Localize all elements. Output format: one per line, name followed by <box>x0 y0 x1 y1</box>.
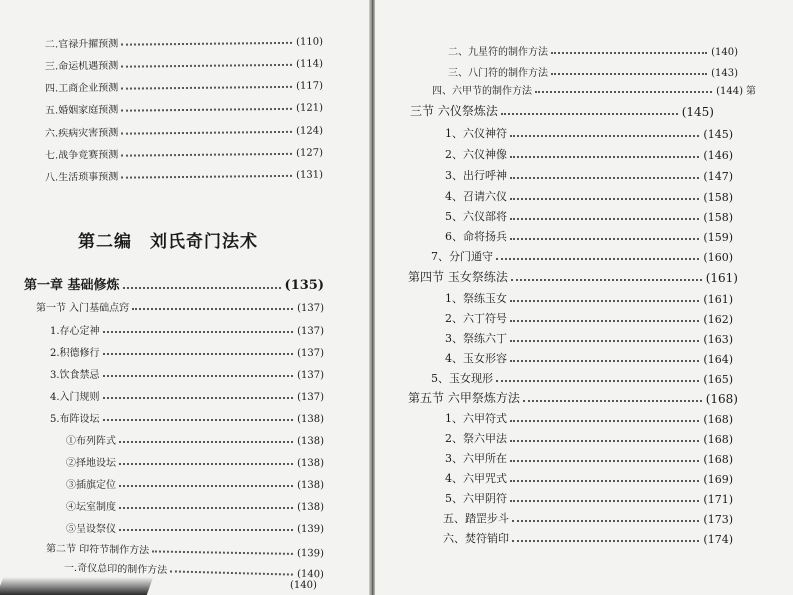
toc-entry-label: 4、六甲咒式 <box>445 472 507 485</box>
toc-entry-label: 1.存心定神 <box>50 326 100 337</box>
book-spine <box>369 0 375 595</box>
leader-dots <box>512 540 699 542</box>
page-shadow <box>0 577 153 595</box>
toc-entry-page: (131) <box>296 169 324 181</box>
toc-entry[interactable] <box>431 370 733 386</box>
leader-dots <box>121 153 292 157</box>
toc-entry-label: 4、召请六仪 <box>445 190 507 203</box>
toc-entry-page: (164) <box>703 353 733 366</box>
toc-entry-label: 四.工商企业预测 <box>44 82 119 95</box>
toc-entry-label: 三、八门符的制作方法 <box>448 68 548 79</box>
toc-entry-page: (124) <box>296 125 324 137</box>
toc-entry-page: (110) <box>296 36 324 48</box>
toc-entry-page: (138) <box>297 436 324 447</box>
section-entry[interactable] <box>408 268 738 285</box>
leader-dots <box>510 500 699 502</box>
leader-dots <box>523 400 702 402</box>
toc-entry[interactable] <box>445 330 733 346</box>
chapter-entry[interactable] <box>24 274 324 293</box>
leader-dots <box>511 279 702 281</box>
toc-entry-page: (138) <box>297 414 324 425</box>
section-page: (137) <box>297 303 324 314</box>
leader-dots <box>119 485 293 487</box>
leader-dots <box>510 198 699 200</box>
toc-entry-page: (168) <box>703 433 733 446</box>
toc-entry-page: (137) <box>297 370 324 381</box>
toc-entry-label: 3、六甲所在 <box>445 452 507 465</box>
toc-entry-page: (138) <box>297 502 324 513</box>
toc-entry-label: 5、玉女现形 <box>431 372 493 385</box>
toc-entry-page: (140) <box>711 47 738 58</box>
toc-entry[interactable] <box>448 43 738 58</box>
toc-entry[interactable] <box>445 290 733 306</box>
leader-dots <box>510 460 699 462</box>
toc-entry[interactable] <box>431 248 733 264</box>
toc-entry-label: 2、祭六甲法 <box>445 432 507 445</box>
toc-entry[interactable] <box>432 82 756 97</box>
toc-subentry[interactable] <box>66 498 324 513</box>
left-page <box>0 0 372 595</box>
toc-entry[interactable] <box>445 470 733 486</box>
section-label: 第二节 印符节制作方法 <box>45 543 150 557</box>
toc-entry-label: 5、六甲阴符 <box>445 492 507 505</box>
toc-entry-label: ①布列阵式 <box>66 436 116 447</box>
toc-entry-label: 四、六甲节的制作方法 <box>432 86 532 97</box>
toc-entry-page: (163) <box>703 333 733 346</box>
toc-entry[interactable] <box>50 344 324 359</box>
leader-dots <box>103 397 294 399</box>
toc-entry-page: (138) <box>297 458 324 469</box>
leader-dots <box>170 570 293 575</box>
toc-entry-label: 1、六仪神符 <box>445 127 507 140</box>
section-entry[interactable] <box>36 299 324 314</box>
toc-entry-page: (160) <box>703 251 733 264</box>
toc-entry-label: 7、分门通守 <box>431 250 493 263</box>
leader-dots <box>121 175 292 179</box>
leader-dots <box>510 480 699 482</box>
toc-entry[interactable] <box>45 99 323 117</box>
toc-entry-page: (137) <box>297 392 324 403</box>
toc-entry[interactable] <box>443 510 733 526</box>
toc-entry-page: (140) <box>296 568 325 581</box>
toc-entry-label: 二、九星符的制作方法 <box>448 47 548 58</box>
toc-entry-page: (146) <box>703 149 733 162</box>
toc-entry-page: (145) <box>703 128 733 141</box>
section-label: 第一节 入门基础点窍 <box>36 303 130 314</box>
toc-entry-page: (139) <box>297 524 324 535</box>
leader-dots <box>152 550 293 554</box>
leader-dots <box>510 238 699 240</box>
toc-entry-page: (173) <box>703 513 733 526</box>
toc-entry-page: (117) <box>296 80 324 92</box>
toc-entry[interactable] <box>45 166 323 184</box>
toc-entry-page: (158) <box>703 191 733 204</box>
toc-entry[interactable] <box>445 450 733 466</box>
chapter-page: (135) <box>284 278 324 293</box>
leader-dots <box>551 73 707 75</box>
toc-entry-label: 五.婚姻家庭预测 <box>44 104 119 117</box>
section-label: 三节 六仪祭炼法 <box>410 104 498 118</box>
leader-dots <box>121 42 292 46</box>
toc-entry[interactable] <box>445 310 733 326</box>
toc-entry[interactable] <box>45 55 323 73</box>
toc-subentry[interactable] <box>66 476 324 491</box>
toc-entry-label: 2、六仪神像 <box>445 148 507 161</box>
leader-dots <box>103 375 294 377</box>
leader-dots <box>510 320 699 322</box>
toc-entry-label: 4、玉女形容 <box>445 352 507 365</box>
toc-entry-label: 八.生活琐事预测 <box>44 171 119 184</box>
section-page: (168) <box>705 392 738 406</box>
toc-entry-label: 1、祭练玉女 <box>445 292 507 305</box>
section-entry[interactable] <box>46 540 324 560</box>
toc-entry-page: (114) <box>296 58 324 70</box>
section-label: 第五节 六甲祭炼方法 <box>408 391 520 405</box>
leader-dots <box>119 529 293 531</box>
leader-dots <box>121 64 292 68</box>
toc-entry-page-only <box>290 580 317 591</box>
toc-entry-label: ⑤呈设祭仪 <box>66 524 116 535</box>
leader-dots <box>501 113 678 115</box>
toc-entry-label: 4.入门规则 <box>50 392 100 403</box>
toc-entry-page: (158) <box>703 211 733 224</box>
leader-dots <box>510 300 699 302</box>
toc-entry[interactable] <box>50 366 324 381</box>
toc-entry[interactable] <box>445 125 733 141</box>
leader-dots <box>496 258 699 260</box>
toc-entry[interactable] <box>445 430 733 446</box>
leader-dots <box>103 331 294 333</box>
leader-dots <box>119 463 293 465</box>
toc-entry-page: (162) <box>703 313 733 326</box>
chapter-label: 第一章 基础修炼 <box>24 278 120 293</box>
toc-subentry[interactable] <box>66 454 324 469</box>
toc-entry[interactable] <box>445 228 733 244</box>
toc-entry[interactable] <box>50 322 324 337</box>
toc-entry-label: 3、出行呼神 <box>445 169 507 182</box>
toc-entry-label: ②择地设坛 <box>66 458 116 469</box>
toc-entry[interactable] <box>445 410 733 426</box>
leader-dots <box>119 441 293 443</box>
leader-dots <box>510 156 699 158</box>
leader-dots <box>510 218 699 220</box>
toc-entry-page: (168) <box>703 413 733 426</box>
toc-entry[interactable] <box>45 144 323 162</box>
toc-entry-page: (144) <box>716 86 743 97</box>
leader-dots <box>510 360 699 362</box>
toc-entry-page: (159) <box>703 231 733 244</box>
toc-entry-page: (165) <box>703 373 733 386</box>
toc-entry-label: 5.布阵设坛 <box>50 414 100 425</box>
toc-entry-label: 1、六甲符式 <box>445 412 507 425</box>
toc-entry[interactable] <box>445 188 733 204</box>
leader-dots <box>103 353 294 355</box>
leader-dots <box>119 507 293 509</box>
toc-entry[interactable] <box>445 146 733 162</box>
toc-entry-label: 三.命运机遇预测 <box>44 60 119 73</box>
toc-entry[interactable] <box>50 388 324 403</box>
toc-entry-label: 七.战争竞赛预测 <box>44 149 119 162</box>
toc-entry[interactable] <box>445 350 733 366</box>
toc-entry-label: 六、焚符销印 <box>443 532 509 545</box>
toc-entry-label: 6、命将扬兵 <box>445 230 507 243</box>
leader-dots <box>496 380 699 382</box>
toc-entry-label: 五、踏罡步斗 <box>443 512 509 525</box>
toc-entry-label: 六.疾病灾害预测 <box>44 127 119 140</box>
leader-dots <box>510 420 699 422</box>
leader-dots <box>551 52 707 54</box>
toc-entry-page: (137) <box>297 348 324 359</box>
toc-entry-label: 5、六仪部将 <box>445 210 507 223</box>
leader-dots <box>121 86 292 90</box>
toc-entry-page: (171) <box>703 493 733 506</box>
section-page: (161) <box>705 271 738 285</box>
toc-entry-page: (121) <box>296 102 324 114</box>
right-page <box>376 0 793 595</box>
leader-dots <box>510 135 699 137</box>
toc-entry-label: 2.积德修行 <box>50 348 100 359</box>
toc-entry-page: (147) <box>703 170 733 183</box>
toc-entry-label: 一.奇仪总印的制作方法 <box>63 562 168 577</box>
toc-subentry[interactable] <box>66 520 324 535</box>
section-entry[interactable] <box>410 102 714 119</box>
toc-entry-label: 2、六丁符号 <box>445 312 507 325</box>
section-page: (145) <box>681 105 714 119</box>
leader-dots <box>535 91 712 93</box>
leader-dots <box>123 287 281 289</box>
toc-entry[interactable] <box>45 77 323 95</box>
section-label: 第四节 玉女祭练法 <box>408 270 508 284</box>
toc-entry-page: (174) <box>703 533 733 546</box>
leader-dots <box>132 308 293 310</box>
toc-entry[interactable] <box>445 490 733 506</box>
toc-entry-page: (140) <box>290 580 317 591</box>
section-entry[interactable] <box>408 389 738 406</box>
toc-entry[interactable] <box>443 530 733 546</box>
toc-entry-page: (161) <box>703 293 733 306</box>
toc-entry-page: (137) <box>297 326 324 337</box>
toc-entry-page: (127) <box>296 147 324 159</box>
toc-entry[interactable] <box>448 64 738 79</box>
leader-dots <box>512 520 699 522</box>
toc-entry[interactable] <box>45 33 323 51</box>
toc-entry-page: (143) <box>711 68 738 79</box>
toc-entry-suffix: 第 <box>746 86 756 97</box>
toc-entry-label: ④坛室制度 <box>66 502 116 513</box>
toc-entry-label: ③插旗定位 <box>66 480 116 491</box>
leader-dots <box>121 131 292 135</box>
leader-dots <box>121 108 292 112</box>
toc-entry[interactable] <box>445 167 733 183</box>
toc-entry-page: (138) <box>297 480 324 491</box>
leader-dots <box>510 340 699 342</box>
leader-dots <box>103 419 294 421</box>
toc-entry[interactable] <box>50 410 324 425</box>
section-page: (139) <box>296 547 325 560</box>
toc-entry-label: 3、祭练六丁 <box>445 332 507 345</box>
leader-dots <box>510 177 699 179</box>
toc-entry-page: (169) <box>703 473 733 486</box>
toc-entry[interactable] <box>45 122 323 140</box>
toc-entry-label: 3.饮食禁忌 <box>50 370 100 381</box>
toc-entry[interactable] <box>445 208 733 224</box>
leader-dots <box>510 440 699 442</box>
toc-subentry[interactable] <box>66 432 324 447</box>
toc-entry-label: 二.官禄升擢预测 <box>44 38 119 51</box>
toc-entry-page: (168) <box>703 453 733 466</box>
part-title: 第二编 刘氏奇门法术 <box>78 232 258 252</box>
